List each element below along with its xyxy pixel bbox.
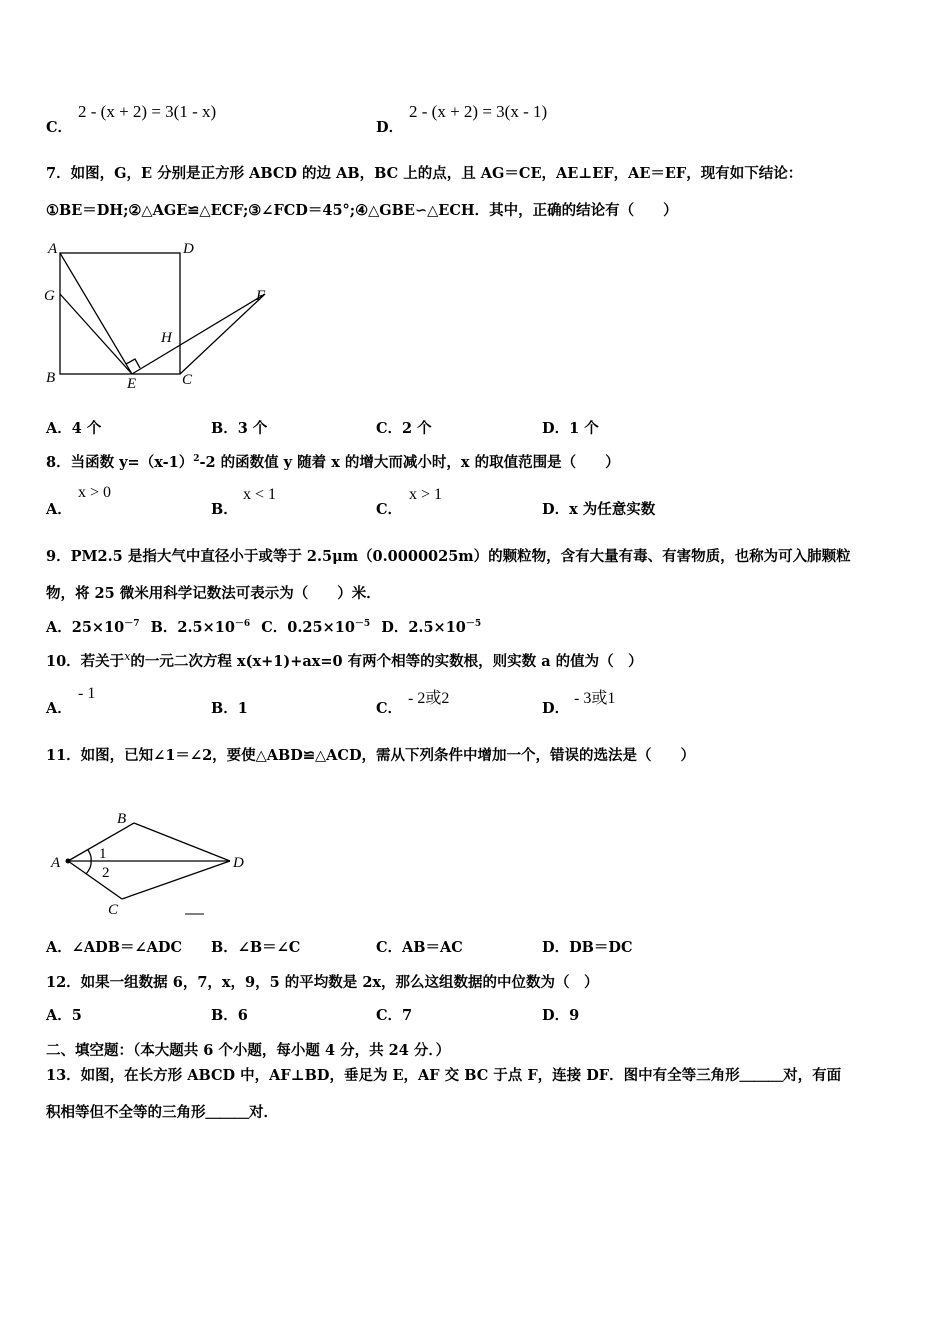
q11-option-a: A．∠ADB＝∠ADC (46, 939, 182, 956)
q13-stem-line2: 积相等但不全等的三角形＿＿＿对． (46, 1104, 278, 1121)
q9-option-a: A．$25\times 10^{-7}$ (46, 619, 140, 636)
fig7-label-g: G (44, 288, 55, 304)
q12-option-c: C．7 (376, 1007, 413, 1024)
q10-option-c-label: C． (376, 700, 403, 717)
angle-2-arc (86, 861, 91, 874)
q6-option-d-label: D． (376, 119, 404, 136)
fig7-label-f: F (256, 288, 266, 304)
q9-stem-line2: 物，将 25 微米用科学记数法可表示为（ ）米． (46, 585, 381, 602)
q8-stem (46, 451, 620, 472)
q9-option-b: B．$2.5\times 10^{-6}$ (150, 619, 251, 636)
q7-option-b: B．3 个 (211, 420, 268, 437)
fig7-label-h: H (161, 330, 172, 346)
fig11-label-d: D (233, 855, 244, 871)
q8-option-b-label: B． (211, 501, 238, 518)
segment-cf (180, 294, 265, 374)
q10-stem (46, 650, 643, 671)
fig11-label-a: A (51, 855, 61, 871)
q10-option-c-expression: - 2或2 (408, 690, 450, 707)
q9-option-d: D．$2.5\times 10^{-5}$ (381, 619, 482, 636)
fig7-label-a: A (48, 241, 58, 257)
q9-stem-line1: 9．PM2.5 是指大气中直径小于或等于 2.5μm（0.0000025m）的颗粒物，含有大量有毒、有害物质，也称为可入肺颗粒 (46, 548, 851, 565)
fig11-angle-2: 2 (102, 865, 110, 881)
q7-option-d: D．1 个 (542, 420, 599, 437)
fig11-label-c: C (108, 902, 119, 918)
q8-option-a-label: A． (46, 501, 72, 518)
q10-option-d-label: D． (542, 700, 570, 717)
q9-options (46, 616, 481, 637)
fig11-angle-1: 1 (99, 846, 107, 862)
fig7-label-b: B (46, 370, 56, 386)
q12-stem: 12．如果一组数据 6，7，x，9，5 的平均数是 2x，那么这组数据的中位数为（ ） (46, 974, 599, 991)
q7-option-c: C．2 个 (376, 420, 432, 437)
q11-kite-figure (42, 804, 262, 922)
q8-option-d: D．x 为任意实数 (542, 501, 656, 518)
q6-option-c-label: C． (46, 119, 73, 136)
q10-option-d-expression: - 3或1 (574, 690, 616, 707)
q6-option-d-expression: 2 - (x + 2) = 3(x - 1) (409, 102, 548, 121)
q13-stem-line1: 13．如图，在长方形 ABCD 中，AF⊥BD，垂足为 E，AF 交 BC 于点 F，连接 DF．图中有全等三角形＿＿＿对，有面 (46, 1067, 842, 1084)
q11-option-b: B．∠B＝∠C (211, 939, 301, 956)
q10-stem-a: 10．若关于 (46, 653, 125, 670)
q12-option-d: D．9 (542, 1007, 580, 1024)
q11-option-d: D．DB＝DC (542, 939, 633, 956)
segment-ge (60, 294, 132, 374)
q8-option-b-expression: x < 1 (243, 486, 277, 503)
q10-option-a-label: A． (46, 700, 72, 717)
section-2-heading: 二、填空题：（本大题共 6 个小题，每小题 4 分，共 24 分．） (46, 1042, 451, 1059)
q6-option-c-expression: 2 - (x + 2) = 3(1 - x) (78, 102, 217, 121)
q8-option-c-label: C． (376, 501, 403, 518)
segment-bd (134, 823, 230, 861)
fig7-label-d: D (183, 241, 194, 257)
q12-option-a: A．5 (46, 1007, 82, 1024)
q10-stem-variable: x (124, 650, 131, 664)
q8-option-a-expression: x > 0 (78, 484, 112, 501)
q8-stem-b: -2 的函数值 y 随着 x 的增大而减小时，x 的取值范围是（ ） (199, 454, 620, 471)
q9-option-c: C．$0.25\times 10^{-5}$ (261, 619, 371, 636)
q11-stem: 11．如图，已知∠1＝∠2，要使△ABD≌△ACD，需从下列条件中增加一个，错误的选法是（ ） (46, 747, 696, 764)
fig7-label-c: C (182, 372, 193, 388)
segment-ac (68, 861, 122, 899)
segment-cd (122, 861, 230, 899)
angle-1-arc (88, 850, 91, 861)
point-a-dot (66, 859, 71, 864)
fig11-label-b: B (117, 811, 127, 827)
q8-stem-exponent: 2 (193, 454, 200, 465)
q12-option-b: B．6 (211, 1007, 248, 1024)
q10-option-a-expression: - 1 (78, 685, 96, 702)
q7-stem-line1: 7．如图，G，E 分别是正方形 ABCD 的边 AB，BC 上的点，且 AG＝CE，AE⊥EF，AE＝EF，现有如下结论： (46, 165, 803, 182)
q8-stem-a: 8．当函数 y=（x-1） (46, 454, 194, 471)
q11-option-c: C．AB＝AC (376, 939, 463, 956)
q8-option-c-expression: x > 1 (409, 486, 443, 503)
q10-stem-b: 的一元二次方程 x(x+1)+ax=0 有两个相等的实数根，则实数 a 的值为（ ） (130, 653, 643, 670)
q7-square-figure (40, 236, 280, 396)
q7-stem-line2: ①BE＝DH;②△AGE≌△ECF;③∠FCD＝45°;④△GBE∽△ECH．其中，正确的结论有（ ） (46, 202, 678, 219)
segment-ae (60, 253, 132, 374)
q7-option-a: A．4 个 (46, 420, 102, 437)
q10-option-b: B．1 (211, 700, 248, 717)
segment-ef (132, 294, 265, 374)
fig7-label-e: E (127, 376, 137, 392)
